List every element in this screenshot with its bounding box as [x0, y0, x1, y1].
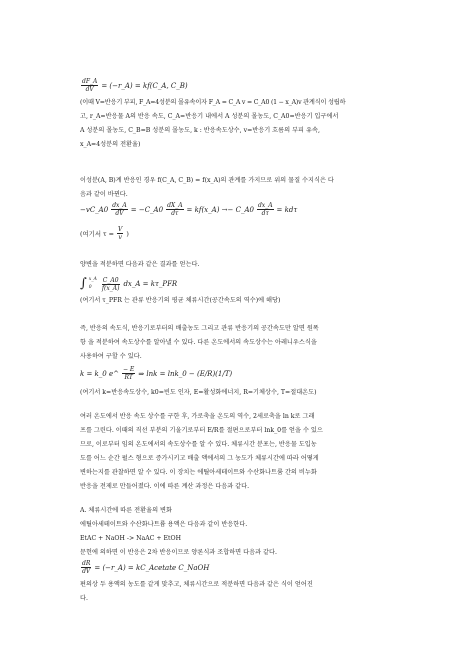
- text-line: 도를 어느 순간 펄스 형으로 증가시키고 배출 액에서의 그 농도가 체류시간에 따라 어떻게: [80, 455, 319, 462]
- fraction: $\frac{- E}{RT}$: [123, 366, 135, 381]
- text-line: 에틸아세테이트와 수산화나트륨 용액은 다음과 같이 반응한다.: [80, 521, 248, 528]
- text-line: x_A=4성분의 전환율): [80, 141, 141, 148]
- integral-sign: ∫: [80, 276, 87, 291]
- text-line: 여러 온도에서 반응 속도 상수를 구한 후, 가로축을 온도의 역수, 2세로축을 ln k로 그래: [80, 413, 315, 420]
- text-line: 즉, 반응의 속도식, 반응기로부터의 배출농도 그리고 관류 반응기의 공간속도만 알면 원폭: [80, 325, 319, 332]
- equation-mole-balance: $\frac{dF\_A}{dV}$ = (−r_A) = kf(C_A, C_B): [82, 78, 188, 93]
- text-line: 양변을 적분하면 다음과 같은 결과를 얻는다.: [80, 261, 200, 268]
- text-line: 편의상 두 용액의 농도를 같게 맞추고, 체류시간으로 적분하면 다음과 같은 식이 얻어진: [80, 581, 313, 588]
- text-line: (이때 V=반응기 부피, F_A=4성분의 몰유속이자 F_A = C_A v = C_A0 (1 − x_A)v 관계식이 성립하: [80, 99, 346, 106]
- equation-integral-pfr: ∫ x_A 0 $\frac{C\_A0}{f(x\_A)}$ dx_A = kτ_PFR: [80, 276, 178, 292]
- section-a: [80, 504, 398, 560]
- rate-constant-paragraph: [80, 322, 398, 364]
- residence-time-paragraph: [80, 410, 398, 494]
- fraction: $\frac{dX\_A}{d\tau}$: [167, 202, 183, 217]
- text-line: A 성분의 몰농도, C_B=B 성분의 몰농도, k : 반응속도상수, v=반응기 흐름의 부피 유속,: [80, 127, 320, 134]
- text-line: (여기서 τ_PFR 는 관류 반응기의 평균 체류시간(공간속도의 역수)에 해당): [80, 297, 281, 304]
- text-line: 므로, 이로부터 임의 온도에서의 속도상수를 알 수 있다. 체류시간 분포는, 반응물 도입농: [80, 441, 317, 448]
- text-line: 이성분(A, B)계 반응인 경우 f(C_A, C_B) = f(x_A)의 관계를 가지므로 위의 물질 수지식은 다: [80, 177, 334, 184]
- binary-reaction-paragraph: [80, 174, 398, 202]
- text-line: 항 을 적분하여 속도상수를 알아낼 수 있다. 다른 온도에서의 속도상수는 아레니우스식을: [80, 339, 317, 346]
- fraction: $\frac{dF\_A}{dV}$: [82, 78, 98, 93]
- text-line: (여기서 k=반응속도상수, k0=빈도 인자, E=활성화에너지, R=기체상수, T=절대온도): [80, 389, 317, 396]
- fraction: $\frac{dR}{dV}$: [82, 560, 91, 575]
- text-line: 프를 그린다. 이때의 직선 부분의 기울기로부터 E/R를 절편으로부터 lnk_0를 얻을 수 있으: [80, 427, 323, 434]
- reaction-equation: EtAC + NaOH -> NaAC + EtOH: [80, 535, 182, 542]
- fraction: $\frac{dx\_A}{dV}$: [112, 202, 127, 217]
- text-line: 다.: [80, 595, 88, 602]
- integration-intro: [80, 258, 398, 272]
- equation-arrhenius: k = k_0 e^ $\frac{- E}{RT}$ ⇒ lnk = lnk_0 − (E/R)(1/T): [80, 366, 233, 381]
- text-line: 고, r_A=반응물 A의 반응 속도, C_A=반응기 내에서 A 성분의 몰농도, C_A0=반응기 입구에서: [80, 113, 339, 120]
- fraction: $\frac{V}{v}$: [117, 226, 123, 241]
- integral-limits: x_A 0: [88, 277, 97, 290]
- text-line: 음과 같이 바뀐다.: [80, 191, 128, 198]
- section-heading: A. 체류시간에 따른 전환율의 변화: [80, 507, 173, 514]
- equation-second-order-rate: $\frac{dR}{dV}$ = (−r_A) = kC_Acetate C_NaOH: [82, 560, 210, 575]
- text-line: 변하는지를 관찰하면 알 수 있다. 이 장치는 에틸아세테이트와 수산화나트륨 간의 비누화: [80, 469, 317, 476]
- fraction: $\frac{dx\_A}{d\tau}$: [257, 202, 273, 217]
- definitions-paragraph: [80, 96, 398, 152]
- fraction: $\frac{C\_A0}{f(x\_A)}$: [101, 276, 120, 292]
- integration-closing-paragraph: [80, 578, 398, 606]
- tau-definition: (여기서 τ = $\frac{V}{v}$ ): [80, 226, 129, 241]
- text-line: 사용하여 구할 수 있다.: [80, 353, 142, 360]
- tau-pfr-note: [80, 294, 398, 308]
- equation-transformed-balance: −vC_A0 $\frac{dx\_A}{dV}$ = −C_A0 $\frac{dX\_A}{d\tau}$ = kf(x_A) →− C_A0 $\frac{dx\_A}{d\tau}$ = kdτ: [80, 202, 298, 217]
- text-line: 반응을 전제로 만들어졌다. 이에 따른 계산 과정은 다음과 같다.: [80, 483, 250, 490]
- text-line: 문헌에 의하면 이 반응은 2차 반응이므로 양론식과 조합하면 다음과 같다.: [80, 549, 277, 556]
- arrhenius-variables-note: [80, 386, 398, 400]
